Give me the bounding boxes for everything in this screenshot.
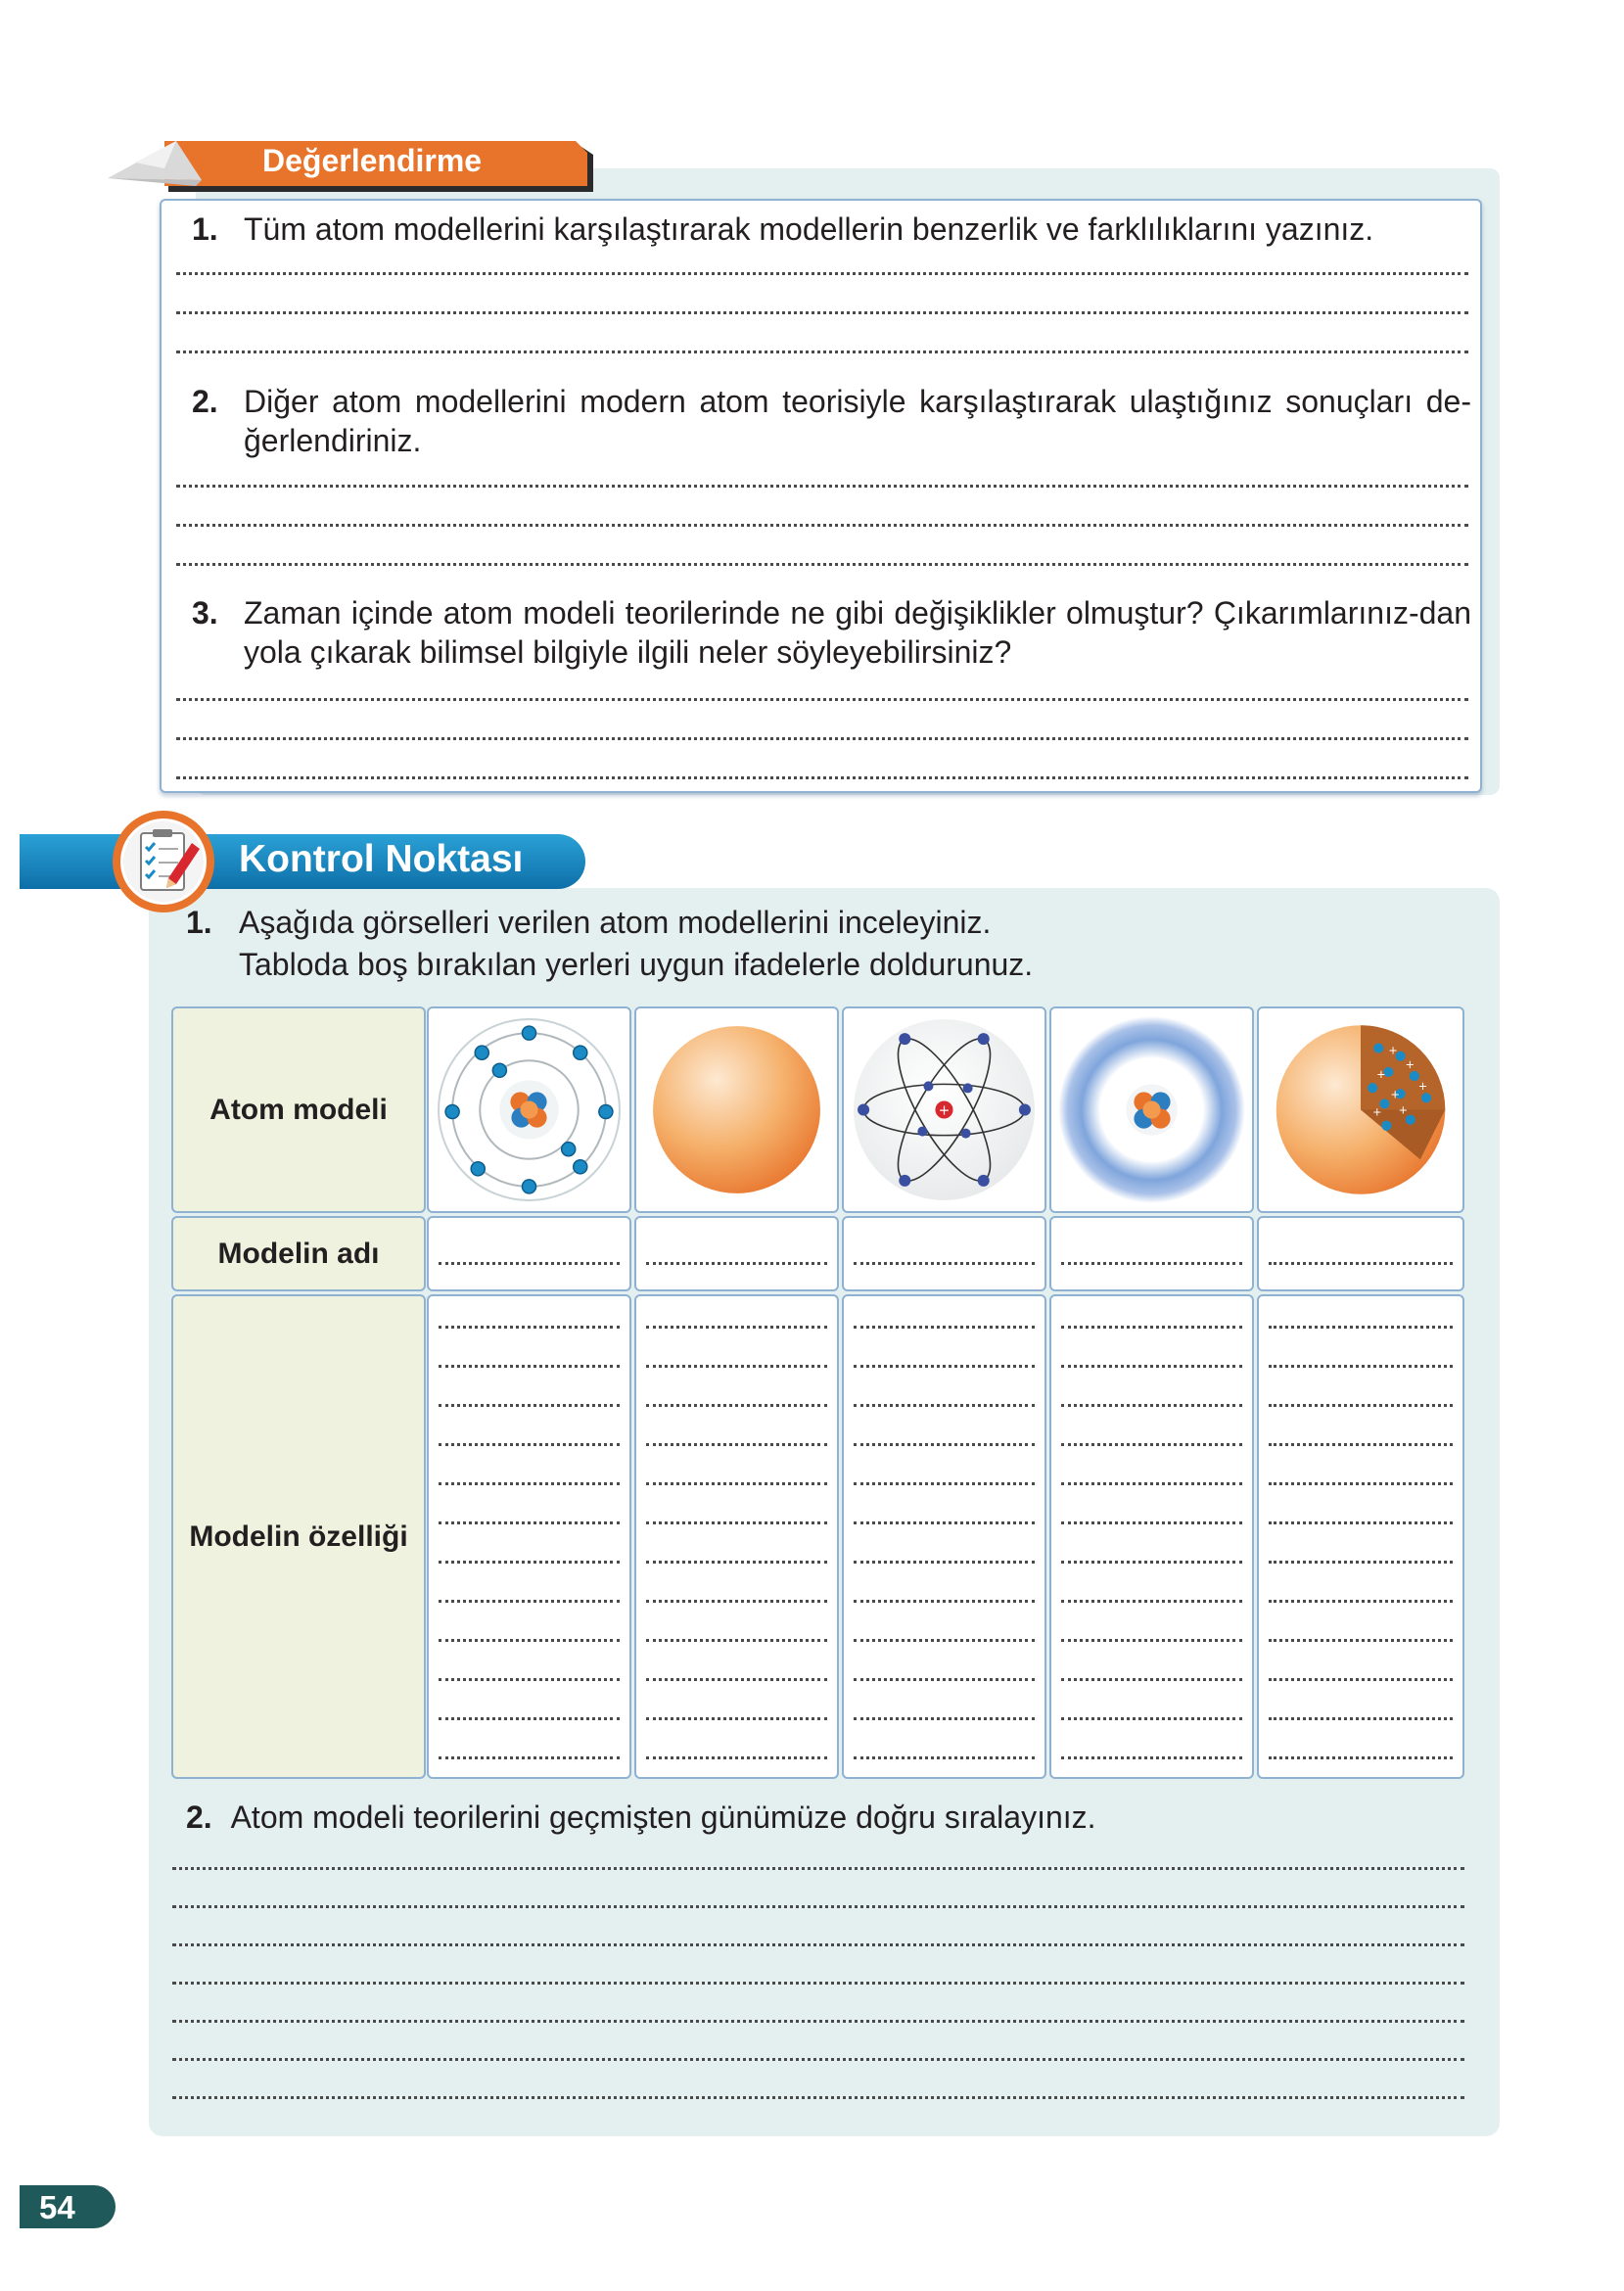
- question-number: 2.: [186, 1800, 212, 1835]
- model-feature-cell[interactable]: [1049, 1294, 1254, 1779]
- answer-line[interactable]: [1269, 1639, 1453, 1642]
- answer-line[interactable]: [1061, 1404, 1242, 1407]
- answer-line[interactable]: [439, 1756, 620, 1759]
- svg-text:+: +: [938, 1102, 951, 1119]
- answer-line[interactable]: [1061, 1326, 1242, 1329]
- model-name-cell[interactable]: [427, 1216, 631, 1291]
- answer-line[interactable]: [439, 1443, 620, 1446]
- atom-model-image-cell: [842, 1006, 1046, 1213]
- answer-line[interactable]: [439, 1678, 620, 1681]
- control-point-title: Kontrol Noktası: [239, 838, 524, 880]
- answer-line[interactable]: [1269, 1600, 1453, 1603]
- answer-line[interactable]: [176, 524, 1468, 527]
- page-number: 54: [39, 2189, 75, 2225]
- answer-line[interactable]: [646, 1404, 827, 1407]
- row-header-model-feature: [171, 1294, 426, 1779]
- row-header-atom-model: [171, 1006, 426, 1213]
- answer-line[interactable]: [1061, 1678, 1242, 1681]
- answer-line[interactable]: [646, 1365, 827, 1368]
- answer-line[interactable]: [1269, 1756, 1453, 1759]
- answer-line[interactable]: [854, 1639, 1035, 1642]
- answer-line[interactable]: [1061, 1482, 1242, 1485]
- model-feature-cell[interactable]: [634, 1294, 839, 1779]
- answer-line[interactable]: [172, 1905, 1464, 1908]
- answer-line[interactable]: [176, 311, 1468, 314]
- svg-text:+: +: [1376, 1068, 1386, 1082]
- thomson-plum-pudding-model-icon: [1261, 1010, 1461, 1209]
- answer-line[interactable]: [439, 1600, 620, 1603]
- answer-line[interactable]: [646, 1756, 827, 1759]
- answer-line[interactable]: [176, 351, 1468, 353]
- answer-line[interactable]: [439, 1262, 620, 1265]
- answer-line[interactable]: [646, 1600, 827, 1603]
- svg-text:+: +: [1372, 1105, 1382, 1119]
- answer-line[interactable]: [439, 1521, 620, 1524]
- answer-line[interactable]: [854, 1326, 1035, 1329]
- question-text: Tüm atom modellerini karşılaştırarak modellerin benzerlik ve farklılıklarını yazınız.: [244, 211, 1374, 247]
- modern-electron-cloud-model-icon: [1053, 1010, 1250, 1209]
- answer-line[interactable]: [439, 1639, 620, 1642]
- answer-line[interactable]: [439, 1717, 620, 1720]
- model-name-cell[interactable]: [842, 1216, 1046, 1291]
- answer-line[interactable]: [854, 1521, 1035, 1524]
- answer-line[interactable]: [854, 1482, 1035, 1485]
- answer-line[interactable]: [1269, 1521, 1453, 1524]
- answer-line[interactable]: [646, 1262, 827, 1265]
- answer-line[interactable]: [646, 1678, 827, 1681]
- answer-line[interactable]: [439, 1326, 620, 1329]
- answer-line[interactable]: [854, 1717, 1035, 1720]
- answer-line[interactable]: [439, 1482, 620, 1485]
- answer-line[interactable]: [646, 1717, 827, 1720]
- answer-line[interactable]: [176, 737, 1468, 740]
- row-header-label: Modelin adı: [217, 1237, 380, 1270]
- question-number: 1.: [192, 211, 218, 247]
- atom-model-image-cell: [634, 1006, 839, 1213]
- svg-text:+: +: [1398, 1103, 1408, 1117]
- answer-line[interactable]: [172, 1867, 1464, 1870]
- answer-line[interactable]: [1061, 1521, 1242, 1524]
- answer-line[interactable]: [439, 1561, 620, 1564]
- answer-line[interactable]: [1269, 1561, 1453, 1564]
- question-text: Atom modeli teorilerini geçmişten günümüze doğru sıralayınız.: [230, 1800, 1096, 1835]
- evaluation-question-1: [192, 210, 1474, 249]
- answer-line[interactable]: [172, 2020, 1464, 2023]
- answer-line[interactable]: [176, 698, 1468, 701]
- answer-line[interactable]: [176, 776, 1468, 779]
- answer-line[interactable]: [1269, 1326, 1453, 1329]
- answer-line[interactable]: [646, 1561, 827, 1564]
- answer-line[interactable]: [646, 1521, 827, 1524]
- model-name-cell[interactable]: [1049, 1216, 1254, 1291]
- model-feature-cell[interactable]: [1257, 1294, 1464, 1779]
- question-number: 3.: [192, 595, 218, 631]
- answer-line[interactable]: [646, 1482, 827, 1485]
- answer-line[interactable]: [439, 1404, 620, 1407]
- question-number: 2.: [192, 384, 218, 419]
- answer-line[interactable]: [646, 1639, 827, 1642]
- question-text-line-2: Tabloda boş bırakılan yerleri uygun ifadelerle doldurunuz.: [239, 947, 1034, 982]
- svg-text:+: +: [1417, 1080, 1428, 1094]
- model-feature-cell[interactable]: [427, 1294, 631, 1779]
- answer-line[interactable]: [854, 1600, 1035, 1603]
- answer-line[interactable]: [854, 1443, 1035, 1446]
- evaluation-question-3: [192, 593, 1474, 672]
- answer-line[interactable]: [1061, 1262, 1242, 1265]
- answer-line[interactable]: [1269, 1482, 1453, 1485]
- svg-text:+: +: [1388, 1044, 1398, 1057]
- answer-line[interactable]: [854, 1365, 1035, 1368]
- bohr-atom-model-icon: [431, 1010, 627, 1209]
- answer-line[interactable]: [1061, 1639, 1242, 1642]
- evaluation-title: Değerlendirme: [262, 143, 483, 178]
- question-text-line-1: Aşağıda görselleri verilen atom modellerini inceleyiniz.: [239, 905, 992, 940]
- question-number: 1.: [186, 905, 212, 940]
- row-header-label: Modelin özelliği: [189, 1520, 408, 1553]
- dalton-sphere-model-icon: [638, 1010, 835, 1209]
- question-text: Zaman içinde atom modeli teorilerinde ne gibi değişiklikler olmuştur? Çıkarımlarınız-dan yola çıkarak bilimsel bilgiyle ilgili neler söyleyebilirsiniz?: [244, 595, 1471, 670]
- rutherford-atom-model-icon: [846, 1010, 1043, 1209]
- atom-model-image-cell: [427, 1006, 631, 1213]
- answer-line[interactable]: [854, 1262, 1035, 1265]
- answer-line[interactable]: [439, 1365, 620, 1368]
- answer-line[interactable]: [1061, 1443, 1242, 1446]
- answer-line[interactable]: [1061, 1600, 1242, 1603]
- checklist-clipboard-icon: [110, 808, 217, 915]
- answer-line[interactable]: [1061, 1717, 1242, 1720]
- answer-line[interactable]: [1269, 1443, 1453, 1446]
- evaluation-question-2: [192, 382, 1474, 460]
- model-name-cell[interactable]: [1257, 1216, 1464, 1291]
- answer-line[interactable]: [172, 2096, 1464, 2099]
- evaluation-box: [160, 199, 1482, 793]
- model-name-cell[interactable]: [634, 1216, 839, 1291]
- answer-line[interactable]: [1269, 1262, 1453, 1265]
- answer-line[interactable]: [854, 1678, 1035, 1681]
- answer-line[interactable]: [176, 563, 1468, 566]
- answer-line[interactable]: [172, 1982, 1464, 1985]
- model-feature-cell[interactable]: [842, 1294, 1046, 1779]
- answer-line[interactable]: [1269, 1717, 1453, 1720]
- row-header-label: Atom modeli: [209, 1093, 388, 1126]
- answer-line[interactable]: [1061, 1365, 1242, 1368]
- control-question-2: [186, 1798, 1096, 1837]
- answer-line[interactable]: [646, 1326, 827, 1329]
- answer-line[interactable]: [172, 2058, 1464, 2061]
- answer-line[interactable]: [172, 1943, 1464, 1946]
- atom-model-image-cell: [1257, 1006, 1464, 1213]
- answer-line[interactable]: [1061, 1561, 1242, 1564]
- answer-line[interactable]: [1061, 1756, 1242, 1759]
- question-text: Diğer atom modellerini modern atom teorisiyle karşılaştırarak ulaştığınız sonuçları de-ğerlendiriniz.: [244, 384, 1471, 458]
- answer-line[interactable]: [1269, 1404, 1453, 1407]
- answer-line[interactable]: [854, 1561, 1035, 1564]
- answer-line[interactable]: [176, 272, 1468, 275]
- row-header-model-name: [171, 1216, 426, 1291]
- answer-line[interactable]: [1269, 1365, 1453, 1368]
- answer-line[interactable]: [176, 485, 1468, 488]
- answer-line[interactable]: [1269, 1678, 1453, 1681]
- svg-text:+: +: [1390, 1088, 1400, 1101]
- svg-text:+: +: [1405, 1057, 1415, 1071]
- answer-line[interactable]: [854, 1404, 1035, 1407]
- answer-line[interactable]: [646, 1443, 827, 1446]
- answer-line[interactable]: [854, 1756, 1035, 1759]
- atom-model-image-cell: [1049, 1006, 1254, 1213]
